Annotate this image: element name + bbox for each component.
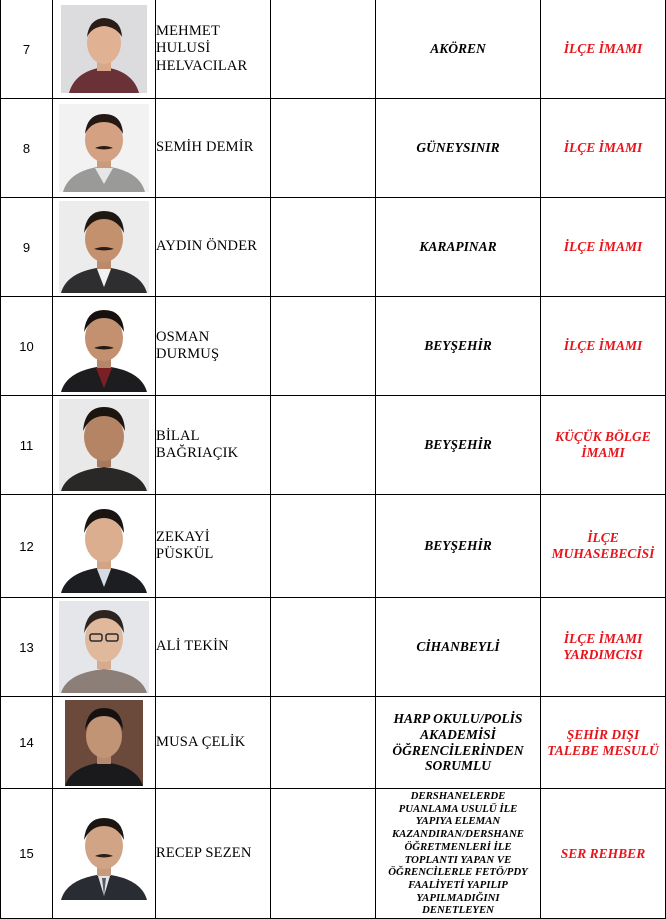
location-cell: HARP OKULU/POLİS AKADEMİSİ ÖĞRENCİLERİNDEN SORUMLU (376, 697, 541, 789)
person-name: MUSA ÇELİK (156, 697, 271, 789)
portrait-cell (53, 297, 156, 396)
empty-cell (271, 396, 376, 495)
portrait-photo (61, 5, 147, 93)
role-cell: ŞEHİR DIŞI TALEBE MESULÜ (541, 697, 666, 789)
person-name: BİLAL BAĞRIAÇIK (156, 396, 271, 495)
table-row (1, 198, 666, 297)
table-row (1, 789, 666, 919)
portrait-cell (53, 495, 156, 598)
row-number: 13 (1, 598, 53, 697)
person-name: RECEP SEZEN (156, 789, 271, 919)
empty-cell (271, 198, 376, 297)
portrait-cell (53, 0, 156, 99)
empty-cell (271, 99, 376, 198)
portrait-cell (53, 598, 156, 697)
row-number: 12 (1, 495, 53, 598)
row-number: 11 (1, 396, 53, 495)
person-name: SEMİH DEMİR (156, 99, 271, 198)
location-cell: GÜNEYSINIR (376, 99, 541, 198)
location-cell: BEYŞEHİR (376, 297, 541, 396)
portrait-cell (53, 198, 156, 297)
empty-cell (271, 297, 376, 396)
role-cell: KÜÇÜK BÖLGE İMAMI (541, 396, 666, 495)
row-number: 14 (1, 697, 53, 789)
table-row (1, 598, 666, 697)
portrait-photo (59, 601, 149, 693)
location-cell: DERSHANELERDE PUANLAMA USULÜ İLE YAPIYA ELEMAN KAZANDIRAN/DERSHANE ÖĞRETMENLERİ İLE TOPLANTI YAPAN VE ÖĞRENCİLERLE FETÖ/PDY FAALİYETİ YAPILIP YAPILMADIĞINI DENETLEYEN (376, 789, 541, 919)
role-cell: SER REHBER (541, 789, 666, 919)
empty-cell (271, 789, 376, 919)
person-name: OSMAN DURMUŞ (156, 297, 271, 396)
row-number: 10 (1, 297, 53, 396)
empty-cell (271, 697, 376, 789)
portrait-cell (53, 99, 156, 198)
row-number: 9 (1, 198, 53, 297)
portrait-photo (65, 700, 143, 786)
person-name: MEHMET HULUSİ HELVACILAR (156, 0, 271, 99)
portrait-photo (59, 399, 149, 491)
portrait-photo (59, 201, 149, 293)
row-number: 7 (1, 0, 53, 99)
location-cell: CİHANBEYLİ (376, 598, 541, 697)
role-cell: İLÇE MUHASEBECİSİ (541, 495, 666, 598)
role-cell: İLÇE İMAMI (541, 297, 666, 396)
location-cell: AKÖREN (376, 0, 541, 99)
person-name: ZEKAYİ PÜSKÜL (156, 495, 271, 598)
table-row (1, 697, 666, 789)
location-cell: BEYŞEHİR (376, 396, 541, 495)
location-cell: KARAPINAR (376, 198, 541, 297)
role-cell: İLÇE İMAMI (541, 0, 666, 99)
table-row (1, 495, 666, 598)
portrait-cell (53, 697, 156, 789)
empty-cell (271, 0, 376, 99)
table-row (1, 99, 666, 198)
table-row (1, 0, 666, 99)
person-name: ALİ TEKİN (156, 598, 271, 697)
portrait-photo (59, 300, 149, 392)
table-row (1, 297, 666, 396)
location-cell: BEYŞEHİR (376, 495, 541, 598)
portrait-photo (59, 808, 149, 900)
portrait-cell (53, 396, 156, 495)
row-number: 8 (1, 99, 53, 198)
portrait-cell (53, 789, 156, 919)
role-cell: İLÇE İMAMI YARDIMCISI (541, 598, 666, 697)
row-number: 15 (1, 789, 53, 919)
role-cell: İLÇE İMAMI (541, 99, 666, 198)
role-cell: İLÇE İMAMI (541, 198, 666, 297)
portrait-photo (59, 104, 149, 192)
empty-cell (271, 598, 376, 697)
person-name: AYDIN ÖNDER (156, 198, 271, 297)
portrait-photo (59, 499, 149, 593)
table-row (1, 396, 666, 495)
empty-cell (271, 495, 376, 598)
